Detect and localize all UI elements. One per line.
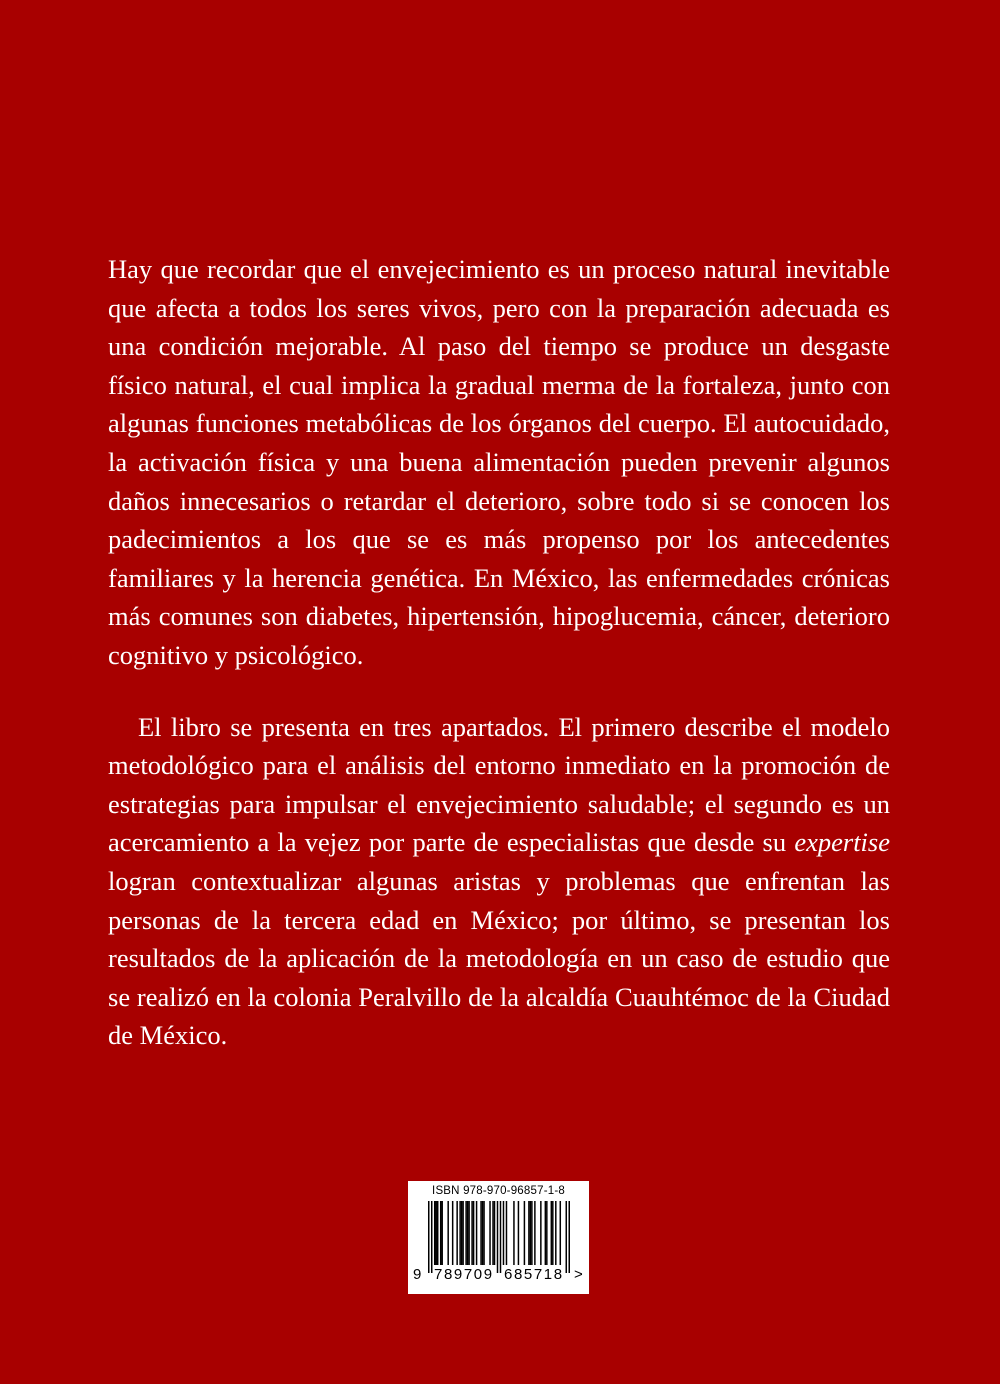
barcode-bar xyxy=(546,1201,547,1265)
barcode-bar xyxy=(441,1201,442,1265)
barcode-bar xyxy=(461,1201,462,1265)
barcode-bar xyxy=(431,1201,432,1273)
paragraph-2-text-start: El libro se presenta en tres apartados. El primero describe el modelo metodológico para el análisis del entorno inmediato en la promoción de estrategias para impulsar el envejecimiento saludable; el segundo es un acercamiento a la vejez por parte de especialistas que desde su xyxy=(108,711,890,858)
barcode-bar xyxy=(428,1201,429,1273)
barcode-bars xyxy=(428,1201,570,1273)
barcode-bar xyxy=(473,1201,474,1265)
barcode-bar xyxy=(531,1201,532,1265)
barcode-bar xyxy=(437,1201,438,1265)
barcode-bar xyxy=(518,1201,519,1265)
barcode-digit-group-right: 685718 xyxy=(504,1266,564,1283)
barcode-bar xyxy=(530,1201,531,1265)
barcode-bar xyxy=(513,1201,514,1265)
barcode-bar xyxy=(465,1201,466,1265)
paragraph-2-italic-term: expertise xyxy=(794,827,890,858)
barcode-bar xyxy=(456,1201,457,1265)
barcode-bar xyxy=(483,1201,484,1265)
barcode-bar xyxy=(459,1201,460,1265)
barcode-bar xyxy=(500,1201,501,1273)
barcode-bar xyxy=(440,1201,441,1265)
barcode-bar xyxy=(540,1201,541,1265)
barcode-bar xyxy=(489,1201,490,1265)
barcode-bar xyxy=(471,1201,472,1265)
barcode-bar xyxy=(497,1201,498,1273)
barcode-bar xyxy=(552,1201,553,1265)
barcode-bar xyxy=(534,1201,535,1265)
barcode-bar xyxy=(476,1201,477,1265)
barcode-bar xyxy=(555,1201,556,1265)
barcode-bar xyxy=(569,1201,570,1273)
barcode-bar xyxy=(435,1201,436,1265)
barcode-bar xyxy=(528,1201,529,1265)
barcode-bar xyxy=(447,1201,448,1265)
barcode-bar xyxy=(492,1201,493,1265)
synopsis-paragraph-1: Hay que recordar que el envejecimiento es un proceso natural inevitable que afecta a todos los seres vivos, pero con la preparación adecuada es una condición mejorable. Al paso del tiempo se produce un desgaste físico natural, el cual implica la gradual merma de la fortaleza, junto con algunas funciones metabólicas de los órganos del cuerpo. El autocuidado, la activación física y una buena alimentación pueden prevenir algunos daños innecesarios o retardar el deterioro, sobre todo si se conocen los padecimientos a los que se es más propenso por los antecedentes familiares y la herencia genética. En México, las enfermedades crónicas más comunes son diabetes, hipertensión, hipoglucemia, cáncer, deterioro cognitivo y psicológico. xyxy=(108,254,890,670)
isbn-label: ISBN 978-970-96857-1-8 xyxy=(432,1185,565,1197)
barcode-bar xyxy=(480,1201,481,1265)
barcode-bar xyxy=(551,1201,552,1265)
paragraph-2-text-end: logran contextualizar algunas aristas y problemas que enfrentan las personas de la tercera edad en México; por último, se presentan los resultados de la aplicación de la metodología en un caso de estudio que se realizó en la colonia Peralvillo de la alcaldía Cuauhtémoc de la Ciudad de México. xyxy=(108,865,890,1051)
barcode-bar xyxy=(566,1201,567,1273)
barcode-bar xyxy=(524,1201,525,1265)
barcode-bar xyxy=(494,1201,495,1265)
synopsis-text xyxy=(108,250,890,1055)
barcode-bar xyxy=(467,1201,468,1265)
barcode-bar xyxy=(434,1201,435,1265)
barcode-bar xyxy=(468,1201,469,1265)
barcode-bar xyxy=(462,1201,463,1265)
barcode-digit-lead: 9 xyxy=(413,1266,422,1283)
barcode-bar xyxy=(503,1201,504,1265)
barcode-digit-group-left: 789709 xyxy=(434,1266,494,1283)
barcode-bar xyxy=(545,1201,546,1265)
barcode-bar xyxy=(482,1201,483,1265)
isbn-barcode xyxy=(408,1181,589,1294)
barcode-arrow: > xyxy=(574,1266,583,1283)
barcode-bar xyxy=(506,1201,507,1265)
synopsis-paragraph-2 xyxy=(108,708,890,1055)
barcode-bar xyxy=(560,1201,561,1265)
barcode-bar xyxy=(452,1201,453,1265)
